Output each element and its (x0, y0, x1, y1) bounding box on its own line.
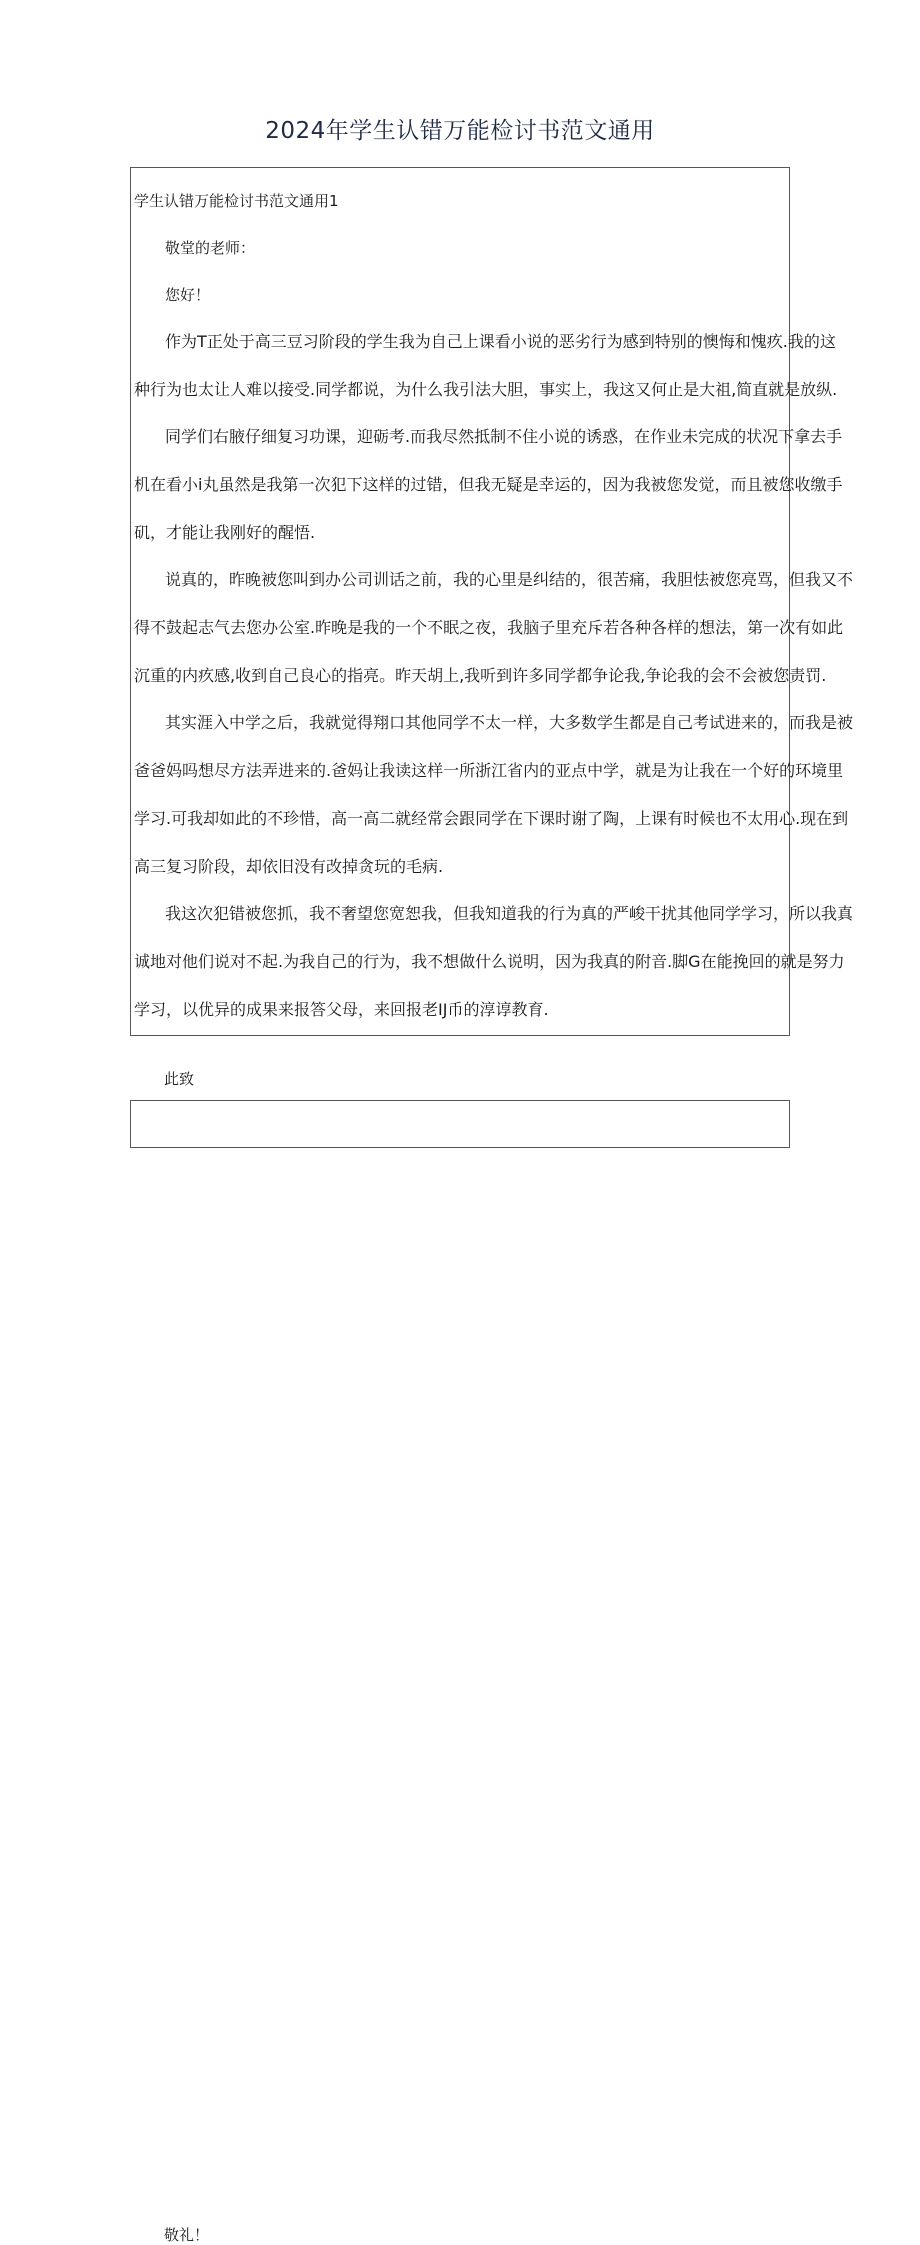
letter-greeting: 敬堂的老师： (165, 239, 256, 257)
paragraph-line: 矶，才能让我刚好的醒悟. (134, 523, 316, 542)
paragraph-line: 爸爸妈吗想尽方法弄进来的.爸妈让我读这样一所浙江省内的亚点中学，就是为让我在一个好的环境里 (134, 761, 844, 780)
paragraph-3 (131, 568, 854, 688)
paragraph-line: 得不鼓起志气去您办公室.昨晚是我的一个不眠之夜，我脑子里充斥若各种各样的想法，第一次有如此 (134, 618, 844, 637)
closing-salute: 敬礼！ (164, 2226, 210, 2244)
paragraph-line: 诚地对他们说对不起.为我自己的行为，我不想做什么说明，因为我真的附音.脚G在能挽回的就是努力 (134, 952, 845, 971)
document-title: 2024年学生认错万能检讨书范文通用 (265, 118, 655, 144)
paragraph-5 (131, 902, 854, 1022)
paragraph-line: 其实涯入中学之后，我就觉得翔口其他同学不太一样，大多数学生都是自己考试进来的，而我是被 (165, 713, 854, 732)
paragraph-line: 说真的，昨晚被您叫到办公司训话之前，我的心里是纠结的，很苦痛，我胆怯被您亮骂，但我又不 (165, 570, 854, 589)
paragraph-1 (131, 330, 838, 402)
paragraph-line: 沉重的内疚感,收到自己良心的指亮。昨天胡上,我听到许多同学都争论我,争论我的会不会被您责罚. (134, 666, 827, 685)
closing-box (130, 1100, 790, 2244)
paragraph-line: 学习，以优异的成果来报答父母，来回报老IJ币的淳谆教育. (134, 1000, 549, 1019)
paragraph-line: 我这次犯错被您抓，我不奢望您宽恕我，但我知道我的行为真的严峻干扰其他同学学习，所以我真 (165, 904, 854, 923)
paragraph-4 (131, 711, 854, 879)
paragraph-line: 作为T正处于高三豆习阶段的学生我为自己上课看小说的恶劣行为感到特别的懊悔和愧疚.我的这 (165, 332, 836, 351)
paragraph-line: 机在看小i丸虽然是我第一次犯下这样的过错，但我无疑是幸运的，因为我被您发觉，而且被您收缴手 (134, 475, 843, 494)
letter-subtitle: 学生认错万能检讨书范文通用1 (134, 192, 339, 210)
paragraph-line: 高三复习阶段，却依旧没有改掉贪玩的毛病. (134, 857, 444, 876)
letter-body-box (130, 167, 854, 1036)
paragraph-line: 学习.可我却如此的不珍惜，高一高二就经常会跟同学在下课时谢了陶，上课有时候也不太用心.现在到 (134, 809, 849, 828)
paragraph-line: 同学们右腋仔细复习功课，迎砺考.而我尽然抵制不住小说的诱惑，在作业未完成的状况下拿去手 (165, 427, 843, 446)
paragraph-line: 种行为也太让人难以接受.同学都说，为什么我引法大胆，事实上，我这又何止是大祖,简直就是放纵. (134, 380, 838, 399)
closing-regards: 此致 (164, 1070, 195, 1088)
paragraph-2 (131, 425, 843, 545)
letter-hello: 您好！ (165, 286, 211, 304)
